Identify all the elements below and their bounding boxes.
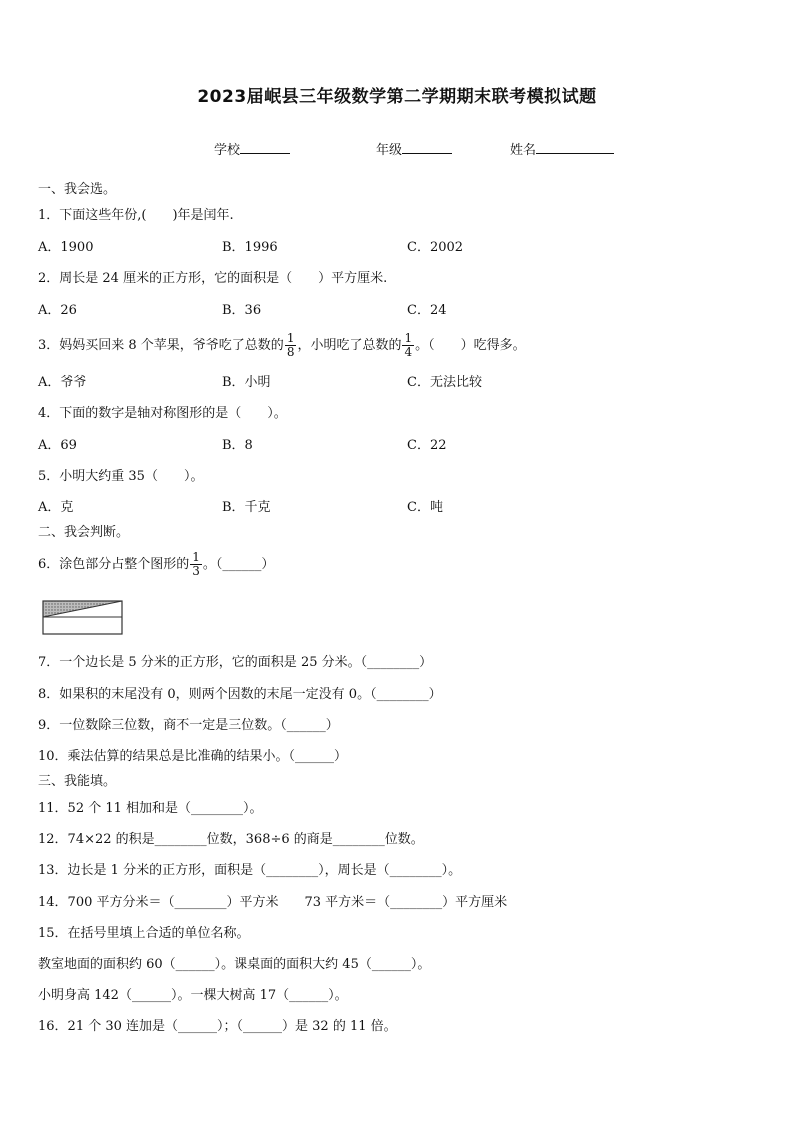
q4-option-c[interactable]: C．22 <box>407 438 447 453</box>
question-16: 16．21 个 30 连加是（______）；（______）是 32 的 11 倍。 <box>38 1019 397 1034</box>
school-field[interactable] <box>214 141 290 159</box>
q1-option-c[interactable]: C．2002 <box>407 240 464 255</box>
q3-frac2-num: 1 <box>404 331 413 345</box>
question-2: 2．周长是 24 厘米的正方形，它的面积是（ ）平方厘米. <box>38 271 388 286</box>
grade-blank[interactable] <box>402 141 452 154</box>
name-label: 姓名 <box>510 143 537 158</box>
school-label: 学校 <box>214 143 241 158</box>
shaded-rectangle-figure <box>42 600 124 636</box>
question-4: 4．下面的数字是轴对称图形的是（ ）。 <box>38 406 287 421</box>
question-6 <box>38 550 274 580</box>
q3-frac2-den: 4 <box>404 345 413 359</box>
q5-option-b[interactable]: B．千克 <box>222 500 271 515</box>
q3-frac1-num: 1 <box>286 331 295 345</box>
section-heading-fill: 三、我能填。 <box>38 774 117 789</box>
q6-fraction <box>190 551 202 578</box>
grade-label: 年级 <box>376 143 403 158</box>
q3-text-a: 3．妈妈买回来 8 个苹果，爷爷吃了总数的 <box>38 338 284 353</box>
q3-fraction-2 <box>402 332 414 359</box>
school-blank[interactable] <box>240 141 290 154</box>
q1-option-a[interactable]: A．1900 <box>38 240 94 255</box>
q4-option-a[interactable]: A．69 <box>38 438 77 453</box>
q2-option-b[interactable]: B．36 <box>222 303 262 318</box>
q2-option-a[interactable]: A．26 <box>38 303 77 318</box>
question-10: 10．乘法估算的结果总是比准确的结果小。（______） <box>38 749 348 764</box>
question-12: 12．74×22 的积是________位数，368÷6 的商是________位数。 <box>38 832 424 847</box>
q3-text-b: ，小明吃了总数的 <box>297 338 402 353</box>
question-5: 5．小明大约重 35（ ）。 <box>38 469 204 484</box>
q2-option-c[interactable]: C．24 <box>407 303 447 318</box>
q1-option-b[interactable]: B．1996 <box>222 240 278 255</box>
question-15-line-1: 教室地面的面积约 60（______）。课桌面的面积大约 45（______）。 <box>38 957 431 972</box>
question-11: 11．52 个 11 相加和是（________）。 <box>38 801 263 816</box>
question-1: 1．下面这些年份,( )年是闰年. <box>38 208 234 223</box>
section-heading-judge: 二、我会判断。 <box>38 525 130 540</box>
question-3 <box>38 331 526 361</box>
q3-option-b[interactable]: B．小明 <box>222 375 271 390</box>
question-8: 8．如果积的末尾没有 0，则两个因数的末尾一定没有 0。（________） <box>38 687 442 702</box>
name-field[interactable] <box>510 141 614 159</box>
grade-field[interactable] <box>376 141 452 159</box>
question-9: 9．一位数除三位数，商不一定是三位数。（______） <box>38 718 339 733</box>
question-7: 7．一个边长是 5 分米的正方形，它的面积是 25 分米。（________） <box>38 655 433 670</box>
section-heading-choose: 一、我会选。 <box>38 182 117 197</box>
page-title: 2023届岷县三年级数学第二学期期末联考模拟试题 <box>197 87 597 107</box>
q6-frac-num: 1 <box>192 550 200 564</box>
q3-option-a[interactable]: A．爷爷 <box>38 375 87 390</box>
question-14: 14．700 平方分米＝（________）平方米 73 平方米＝（________）平方厘米 <box>38 895 508 910</box>
q5-option-a[interactable]: A．克 <box>38 500 74 515</box>
name-blank[interactable] <box>536 141 614 154</box>
q3-option-c[interactable]: C．无法比较 <box>407 375 482 390</box>
question-13: 13．边长是 1 分米的正方形，面积是（________），周长是（________）。 <box>38 863 462 878</box>
q3-fraction-1 <box>285 332 297 359</box>
q3-frac1-den: 8 <box>286 345 295 359</box>
question-15: 15．在括号里填上合适的单位名称。 <box>38 926 250 941</box>
q4-option-b[interactable]: B．8 <box>222 438 253 453</box>
q3-text-c: 。（ ）吃得多。 <box>415 338 526 353</box>
q5-option-c[interactable]: C．吨 <box>407 500 443 515</box>
q6-text-a: 6．涂色部分占整个图形的 <box>38 557 190 572</box>
question-15-line-2: 小明身高 142（______）。一棵大树高 17（______）。 <box>38 988 348 1003</box>
q6-frac-den: 3 <box>192 564 200 578</box>
q6-text-b: 。（______） <box>202 557 275 572</box>
